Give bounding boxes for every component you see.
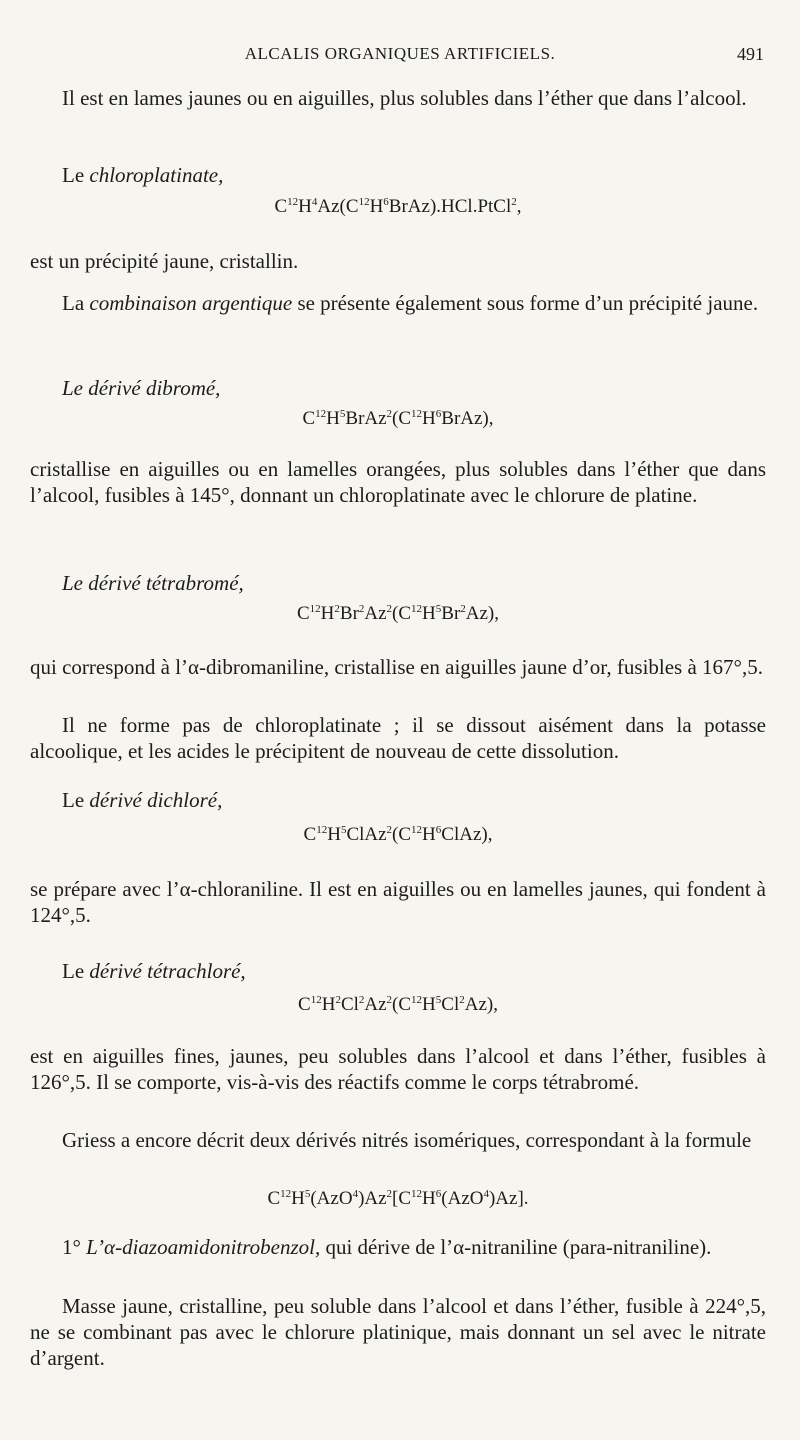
formula-index: 5 <box>435 994 442 1006</box>
formula-part: H <box>298 196 312 217</box>
formula-part: Cl <box>340 994 359 1015</box>
formula-index: 2 <box>386 1188 393 1200</box>
formula-index: 12 <box>310 994 322 1006</box>
formula-part: )Az <box>358 1188 387 1209</box>
formula-index: 6 <box>435 1188 442 1200</box>
formula-index: 12 <box>411 408 423 420</box>
label-prefix: Le <box>62 959 90 983</box>
formula-part: )Az]. <box>488 1188 529 1209</box>
formula-part: C <box>298 994 311 1015</box>
formula-part: Br <box>339 603 359 624</box>
formula-index: 4 <box>352 1188 359 1200</box>
paragraph: Il est en lames jaunes ou en aiguilles, plus solubles dans l’éther que dans l’alcool. <box>62 86 747 110</box>
formula-part: (AzO <box>310 1188 353 1209</box>
formula-part: H <box>422 994 436 1015</box>
formula-index: 2 <box>459 994 465 1006</box>
formula-part: ClAz), <box>441 824 493 845</box>
formula <box>30 1186 766 1212</box>
formula-index: 12 <box>411 1188 423 1200</box>
text-run: qui dérive de l’α-nitraniline (para-nitraniline). <box>320 1235 712 1259</box>
paragraph: Masse jaune, cristalline, peu soluble dans l’alcool et dans l’éther, fusible à 224°,5, ne se combinant pas avec le chlorure platinique, mais donnant un sel avec le nitrate d’argent. <box>30 1294 766 1370</box>
formula-part: C <box>274 196 288 217</box>
formula-part: Cl <box>441 994 460 1015</box>
formula-part: C <box>303 824 317 845</box>
label-emphasis: chloroplatinate, <box>89 163 224 187</box>
formula-index: 5 <box>304 1188 311 1200</box>
paragraph: Il ne forme pas de chloroplatinate ; il se dissout aisément dans la potasse alcoolique, et les acides le précipitent de nouveau de cette dissolution. <box>30 713 766 763</box>
formula-part: (C <box>392 408 412 429</box>
text-run: se présente également sous forme d’un précipité jaune. <box>292 291 759 315</box>
paragraph: est un précipité jaune, cristallin. <box>30 249 299 273</box>
formula-index: 4 <box>483 1188 489 1200</box>
formula-part: Az(C <box>317 196 359 217</box>
formula-part: H <box>422 408 436 429</box>
formula-index: 12 <box>411 824 423 836</box>
label-prefix: Le <box>62 788 90 812</box>
formula-part: H <box>422 603 436 624</box>
formula-part: [C <box>392 1188 412 1209</box>
formula-index: 12 <box>411 994 423 1006</box>
label-emphasis: dérivé tétrachloré, <box>89 959 246 983</box>
formula <box>30 822 766 848</box>
formula-part: (C <box>392 824 412 845</box>
formula-part: Az <box>364 603 387 624</box>
running-title: ALCALIS ORGANIQUES ARTIFICIELS. <box>244 44 556 63</box>
formula-index: 2 <box>386 603 393 615</box>
formula-index: 12 <box>358 196 370 208</box>
emphasis: L’α-diazoamidonitrobenzol, <box>86 1235 321 1259</box>
formula-part: (C <box>392 603 412 624</box>
formula-index: 2 <box>386 824 393 836</box>
paragraph: Griess a encore décrit deux dérivés nitrés isomériques, correspondant à la formule <box>62 1128 752 1152</box>
formula-index: 12 <box>287 196 299 208</box>
label-prefix: Le <box>62 163 90 187</box>
formula-part: Br <box>441 603 461 624</box>
formula-part: H <box>291 1188 305 1209</box>
formula-part: H <box>321 994 336 1015</box>
formula-part: Az), <box>464 994 498 1015</box>
running-header <box>0 44 800 70</box>
formula <box>30 601 766 627</box>
paragraph: est en aiguilles fines, jaunes, peu solubles dans l’alcool et dans l’éther, fusibles à 126°,5. Il se comporte, vis-à-vis des réactifs comme le corps tétrabromé. <box>30 1044 766 1094</box>
formula-part: H <box>327 824 341 845</box>
formula-index: 2 <box>335 994 341 1006</box>
text-run: La <box>62 291 90 315</box>
formula-part: BrAz), <box>441 408 494 429</box>
formula-part: C <box>302 408 316 429</box>
formula-index: 2 <box>386 994 393 1006</box>
formula-index: 2 <box>334 603 340 615</box>
formula-index: 12 <box>309 603 321 615</box>
formula-index: 2 <box>386 408 393 420</box>
formula-index: 12 <box>280 1188 292 1200</box>
label-tetrachlore <box>62 958 246 984</box>
formula-index: 12 <box>411 603 423 615</box>
formula-part: BrAz).HCl.PtCl <box>388 196 512 217</box>
formula-index: 12 <box>316 824 328 836</box>
label-dichlore <box>62 787 222 813</box>
formula-part: ClAz <box>346 824 387 845</box>
formula-part: C <box>296 603 310 624</box>
formula-index: 6 <box>435 824 442 836</box>
formula-part: C <box>267 1188 281 1209</box>
formula-index: 12 <box>315 408 327 420</box>
paragraph <box>30 290 766 316</box>
formula-index: 6 <box>435 408 442 420</box>
label-tetrabrome: Le dérivé tétrabromé, <box>62 571 244 595</box>
paragraph: qui correspond à l’α-dibromaniline, cristallise en aiguilles jaune d’or, fusibles à 167°,5. <box>30 655 763 679</box>
formula-part: , <box>516 196 522 217</box>
formula-index: 2 <box>358 994 365 1006</box>
emphasis: combinaison argentique <box>89 291 293 315</box>
formula-index: 2 <box>511 196 517 208</box>
formula-index: 2 <box>358 603 365 615</box>
formula-part: H <box>422 1188 436 1209</box>
formula-part: H <box>422 824 436 845</box>
formula-part: H <box>326 408 340 429</box>
formula-part: BrAz <box>345 408 387 429</box>
label-chloroplatinate <box>62 162 223 188</box>
page-number: 491 <box>737 44 764 64</box>
formula-index: 6 <box>383 196 389 208</box>
formula <box>30 194 766 220</box>
formula-index: 4 <box>311 196 318 208</box>
formula-index: 5 <box>339 408 346 420</box>
paragraph <box>30 1234 766 1260</box>
paragraph: cristallise en aiguilles ou en lamelles orangées, plus solubles dans l’éther que dans l’alcool, fusibles à 145°, donnant un chloroplatinate avec le chlorure de platine. <box>30 457 766 507</box>
formula-index: 5 <box>340 824 347 836</box>
label-emphasis: dérivé dichloré, <box>89 788 223 812</box>
text-run: 1° <box>62 1235 87 1259</box>
paragraph: se prépare avec l’α-chloraniline. Il est en aiguilles ou en lamelles jaunes, qui fondent à 124°,5. <box>30 877 766 927</box>
formula-index: 2 <box>460 603 466 615</box>
formula-part: (AzO <box>441 1188 484 1209</box>
formula-part: Az), <box>465 603 500 624</box>
formula-part: (C <box>392 994 412 1015</box>
formula <box>30 406 766 432</box>
formula-part: H <box>369 196 384 217</box>
formula <box>30 992 766 1018</box>
formula-part: Az <box>364 994 387 1015</box>
label-dibrome: Le dérivé dibromé, <box>62 376 221 400</box>
formula-part: H <box>320 603 335 624</box>
formula-index: 5 <box>435 603 442 615</box>
